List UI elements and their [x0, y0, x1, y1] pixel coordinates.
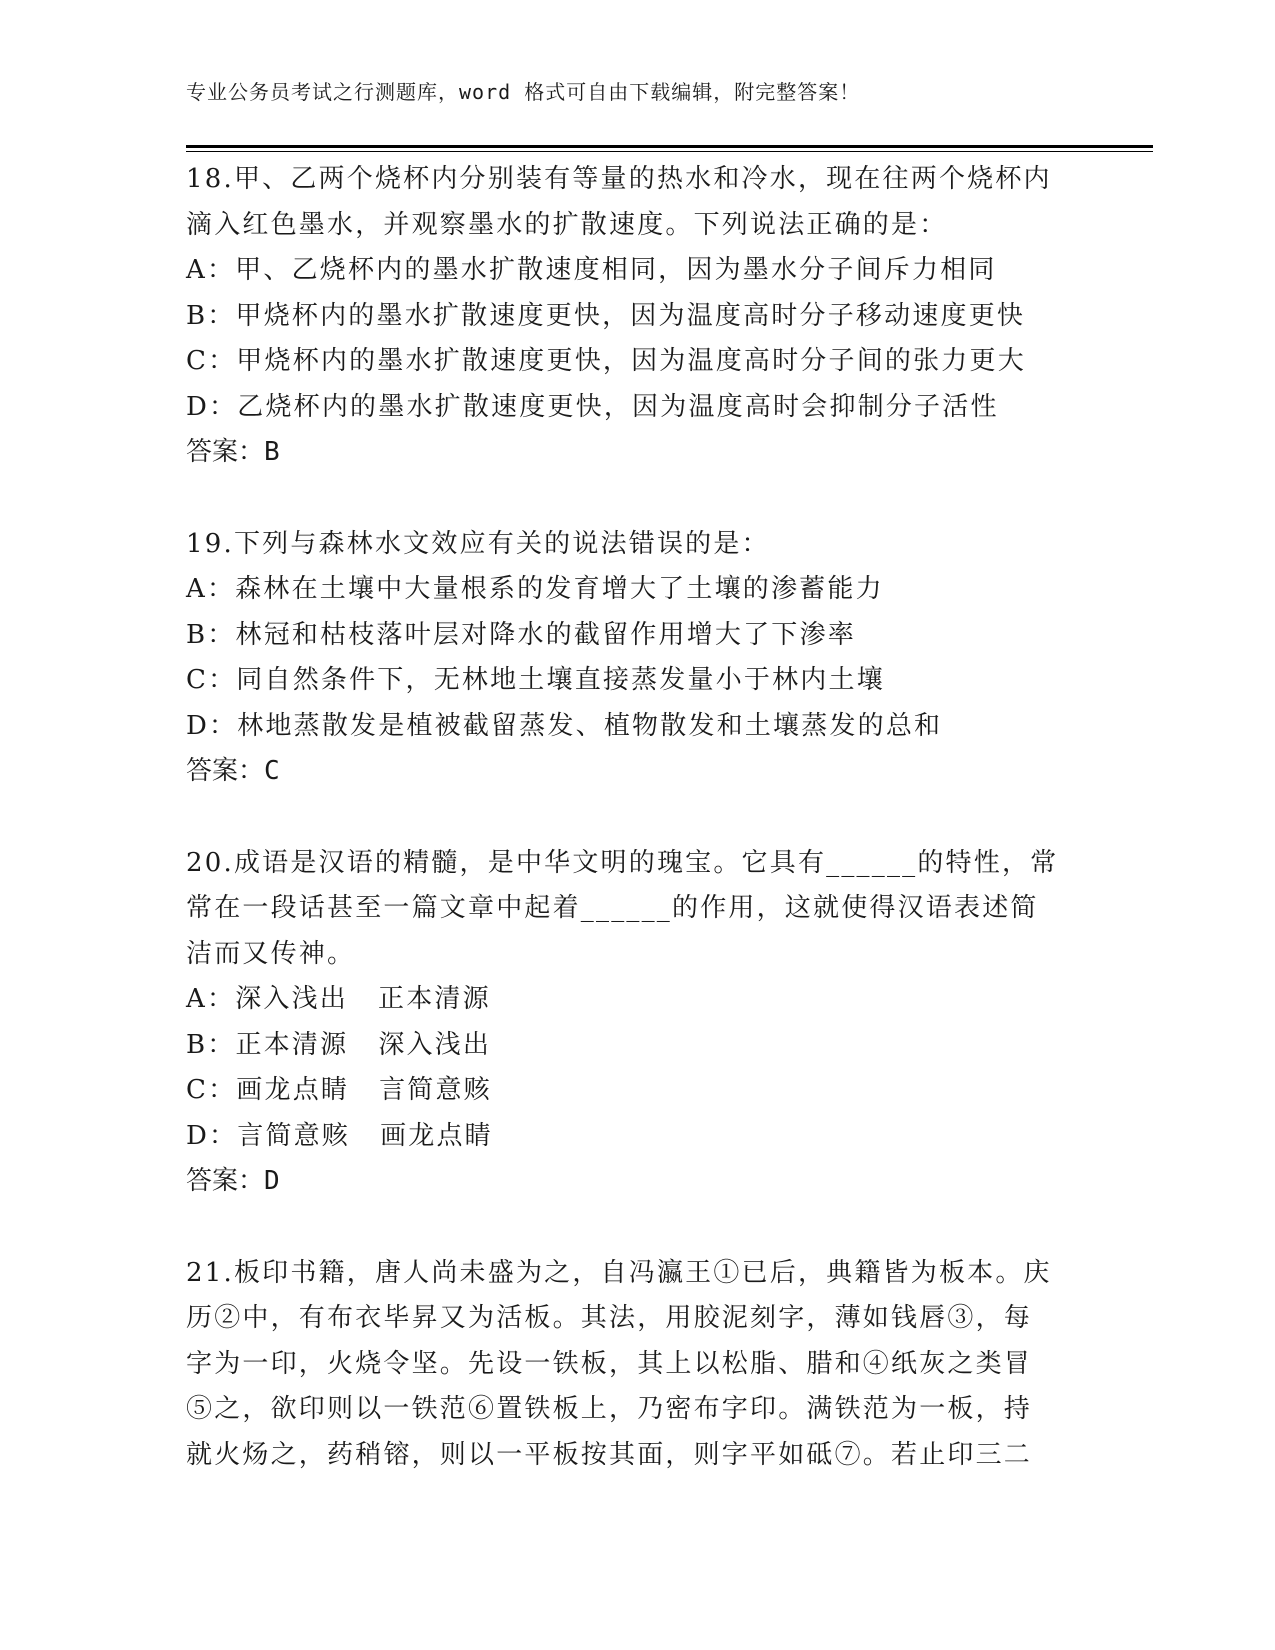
question-stem-line: 19.下列与森林水文效应有关的说法错误的是：: [186, 528, 770, 559]
question-stem-line: 就火炀之，药稍镕，则以一平板按其面，则字平如砥⑦。若止印三二: [186, 1439, 1033, 1470]
answer-value: B: [264, 437, 280, 467]
question-stem-line: 常在一段话甚至一篇文章中起着______的作用，这就使得汉语表述简: [186, 893, 1039, 923]
question-21: [186, 1251, 1086, 1479]
option-second: 言简意赅: [379, 1075, 492, 1105]
question-stem-line: 历②中，有布衣毕昇又为活板。其法，用胶泥刻字，薄如钱唇③，每: [186, 1303, 1033, 1333]
option-b: [186, 1023, 1086, 1069]
answer-label: 答案：: [186, 437, 265, 467]
option-second: 正本清源: [378, 984, 491, 1014]
question-19: [186, 522, 1086, 795]
answer-line: [186, 749, 1086, 795]
option-b: B：甲烧杯内的墨水扩散速度更快，因为温度高时分子移动速度更快: [186, 300, 1026, 331]
option-label: A：: [186, 984, 236, 1014]
question-list: [186, 157, 1086, 1478]
option-first: 深入浅出: [235, 984, 348, 1014]
option-label: B：: [186, 1029, 236, 1060]
header-note: 专业公务员考试之行测题库，word 格式可自由下载编辑，附完整答案！: [186, 80, 861, 104]
option-first: 言简意赅: [237, 1120, 351, 1151]
option-a: [186, 977, 1086, 1023]
option-d: D：林地蒸散发是植被截留蒸发、植物散发和土壤蒸发的总和: [186, 710, 943, 741]
option-b: B：林冠和枯枝落叶层对降水的截留作用增大了下渗率: [186, 619, 856, 650]
question-stem-line: 20.成语是汉语的精髓，是中华文明的瑰宝。它具有______的特性，常: [186, 847, 1059, 878]
header-rule-thin: [186, 151, 1153, 152]
option-label: C：: [186, 1075, 237, 1105]
option-first: 正本清源: [235, 1029, 349, 1060]
answer-line: [186, 430, 1086, 476]
question-stem-line: 字为一印，火烧令坚。先设一铁板，其上以松脂、腊和④纸灰之类冒: [186, 1348, 1033, 1379]
question-stem-line: 洁而又传神。: [186, 938, 356, 969]
answer-value: D: [264, 1166, 280, 1196]
option-second: 画龙点睛: [380, 1120, 493, 1151]
option-c: C：甲烧杯内的墨水扩散速度更快，因为温度高时分子间的张力更大: [186, 346, 1026, 376]
option-d: D：乙烧杯内的墨水扩散速度更快，因为温度高时会抑制分子活性: [186, 391, 999, 422]
option-label: D：: [186, 1120, 238, 1151]
option-first: 画龙点睛: [236, 1075, 350, 1105]
answer-value: C: [264, 756, 280, 786]
option-a: A：森林在土壤中大量根系的发育增大了土壤的渗蓄能力: [186, 574, 884, 604]
answer-line: [186, 1159, 1086, 1205]
question-20: [186, 841, 1086, 1205]
option-c: C：同自然条件下，无林地土壤直接蒸发量小于林内土壤: [186, 665, 885, 695]
answer-label: 答案：: [186, 756, 265, 786]
option-a: A：甲、乙烧杯内的墨水扩散速度相同，因为墨水分子间斥力相同: [186, 255, 997, 285]
question-stem-line: 18.甲、乙两个烧杯内分别装有等量的热水和冷水，现在往两个烧杯内: [186, 164, 1052, 194]
option-d: [186, 1114, 1086, 1160]
question-18: [186, 157, 1086, 476]
option-c: [186, 1068, 1086, 1114]
answer-label: 答案：: [186, 1166, 265, 1196]
question-stem-line: 21.板印书籍，唐人尚未盛为之，自冯瀛王①已后，典籍皆为板本。庆: [186, 1257, 1052, 1288]
question-stem-line: ⑤之，欲印则以一铁范⑥置铁板上，乃密布字印。满铁范为一板，持: [186, 1394, 1033, 1424]
option-second: 深入浅出: [378, 1029, 492, 1060]
header-rule: [186, 145, 1153, 148]
question-stem-line: 滴入红色墨水，并观察墨水的扩散速度。下列说法正确的是：: [186, 209, 948, 240]
